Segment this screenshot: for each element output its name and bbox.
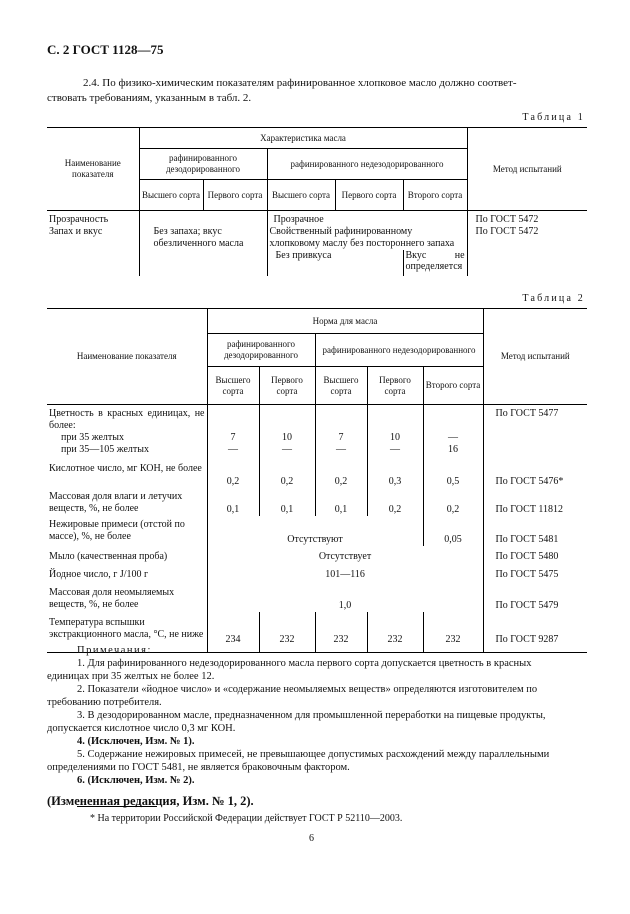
t2-moist-v1: 0,1 <box>207 488 259 516</box>
t1-header-deodorized: рафинированного дезодорированного <box>139 149 267 180</box>
t2-row-flash: Температура вспышки экстракционного масла, °С, не ниже <box>49 617 204 640</box>
t2-color-sub-b: при 35—105 желтых <box>61 444 149 455</box>
t2-flash-method: По ГОСТ 9287 <box>483 612 587 652</box>
footnote-rule <box>77 806 157 807</box>
t2-moist-method: По ГОСТ 11812 <box>483 488 587 516</box>
t2-header-norm: Норма для масла <box>207 309 483 334</box>
t2-acid-v2: 0,2 <box>259 460 315 488</box>
t2-row-color: Цветность в красных единицах, не более: <box>49 408 205 431</box>
t1-smell-sub-1: Без привкуса <box>267 250 403 276</box>
note-2-line-2: требованию потребителя. <box>47 697 162 708</box>
t2-flash-v1: 234 <box>207 612 259 652</box>
notes-block <box>47 644 587 808</box>
table-1-caption: Таблица 1 <box>522 112 585 123</box>
t2-nonfat-method: По ГОСТ 5481 <box>483 516 587 546</box>
note-3-line-2: допускается кислотное число 0,3 мг КОН. <box>47 723 236 734</box>
notes-title: Примечания: <box>77 645 152 656</box>
page-header: С. 2 ГОСТ 1128—75 <box>47 42 164 57</box>
t1-header-method: Метод испытаний <box>467 128 587 211</box>
t2-header-nondeodorized: рафинированного недезодорированного <box>315 334 483 367</box>
t2-unsap-method: По ГОСТ 5479 <box>483 582 587 612</box>
note-6: 6. (Исключен, Изм. № 2). <box>77 775 195 786</box>
t1-grade-second: Второго сорта <box>403 180 467 211</box>
note-5-line-2: определениями по ГОСТ 5481, не является браковочным фактором. <box>47 762 350 773</box>
t2-unsap-value: 1,0 <box>207 582 483 612</box>
t2-grade-second: Второго сорта <box>423 367 483 405</box>
t1-smell-deodorized: Без запаха; вкус обезличенного масла <box>139 226 267 250</box>
t2-acid-v1: 0,2 <box>207 460 259 488</box>
note-3-line-1: 3. В дезодорированном масле, предназначенном для промышленной переработки на пищевые продукты, <box>77 710 546 721</box>
t2-grade-first-2: Первого сорта <box>367 367 423 405</box>
t2-grade-highest-1: Высшего сорта <box>207 367 259 405</box>
t2-header-deodorized: рафинированного дезодорированного <box>207 334 315 367</box>
t2-header-method: Метод испытаний <box>483 309 587 405</box>
t2-grade-first-1: Первого сорта <box>259 367 315 405</box>
t2-color-b-v4: — <box>367 444 423 460</box>
t2-color-method: По ГОСТ 5477 <box>483 405 587 433</box>
t1-header-name: Наименование показателя <box>47 128 139 211</box>
t2-row-unsaponifiable: Массовая доля неомыляемых веществ, %, не более <box>49 587 175 610</box>
t2-iodine-value: 101—116 <box>207 564 483 582</box>
intro-paragraph <box>47 76 587 106</box>
t2-nonfat-value: Отсутствуют <box>207 516 423 546</box>
footnote: * На территории Российской Федерации действует ГОСТ Р 52110—2003. <box>90 813 403 824</box>
t2-moist-v5: 0,2 <box>423 488 483 516</box>
t1-transparency-method: По ГОСТ 5472 <box>467 211 587 227</box>
t2-color-a-v1: 7 <box>207 432 259 444</box>
t2-color-b-v2: — <box>259 444 315 460</box>
t2-acid-v5: 0,5 <box>423 460 483 488</box>
note-5-line-1: 5. Содержание нежировых примесей, не превышающее допустимых расхождений между параллельными <box>77 749 550 760</box>
intro-line-1: 2.4. По физико-химическим показателям рафинированное хлопковое масло должно соответ- <box>83 77 517 89</box>
t2-flash-v2: 232 <box>259 612 315 652</box>
t1-grade-highest-1: Высшего сорта <box>139 180 203 211</box>
t1-grade-first-1: Первого сорта <box>203 180 267 211</box>
t2-grade-highest-2: Высшего сорта <box>315 367 367 405</box>
t2-color-b-v5: 16 <box>423 444 483 460</box>
t2-color-a-v5: — <box>423 432 483 444</box>
t1-grade-first-2: Первого сорта <box>335 180 403 211</box>
t2-color-b-v3: — <box>315 444 367 460</box>
t2-nonfat-value-5: 0,05 <box>423 516 483 546</box>
t1-header-nondeodorized: рафинированного недезодорированного <box>267 149 467 180</box>
t1-transparency-value: Прозрачное <box>267 211 467 227</box>
t1-row-transparency: Прозрачность <box>49 214 109 225</box>
t1-header-characteristic: Характеристика масла <box>139 128 467 149</box>
t1-row-smell-taste: Запах и вкус <box>49 226 103 237</box>
note-1-line-2: единицах при 35 желтых не более 12. <box>47 671 215 682</box>
table-1 <box>47 127 587 276</box>
t2-header-name: Наименование показателя <box>47 309 207 405</box>
table-2-caption: Таблица 2 <box>522 293 585 304</box>
t1-smell-nondeodorized: Свойственный рафинированному хлопковому маслу без постороннего запаха <box>267 226 467 250</box>
t2-acid-method: По ГОСТ 5476* <box>483 460 587 488</box>
t2-moist-v4: 0,2 <box>367 488 423 516</box>
t2-row-nonfat: Нежировые примеси (отстой по массе), %, не более <box>49 519 185 542</box>
t1-smell-method: По ГОСТ 5472 <box>467 226 587 250</box>
t2-soap-method: По ГОСТ 5480 <box>483 546 587 564</box>
page-number: 6 <box>309 833 314 844</box>
t2-soap-value: Отсутствует <box>207 546 483 564</box>
note-4: 4. (Исключен, Изм. № 1). <box>77 736 195 747</box>
t1-grade-highest-2: Высшего сорта <box>267 180 335 211</box>
t2-color-a-v3: 7 <box>315 432 367 444</box>
t2-acid-v3: 0,2 <box>315 460 367 488</box>
t2-flash-v4: 232 <box>367 612 423 652</box>
t2-moist-v2: 0,1 <box>259 488 315 516</box>
t2-acid-v4: 0,3 <box>367 460 423 488</box>
note-2-line-1: 2. Показатели «йодное число» и «содержание неомыляемых веществ» определяются изготовителем по <box>77 684 538 695</box>
t2-row-moisture: Массовая доля влаги и летучих веществ, %, не более <box>49 491 183 514</box>
intro-line-2: ствовать требованиям, указанным в табл. 2. <box>47 92 252 104</box>
t2-color-sub-a: при 35 желтых <box>61 432 124 443</box>
t2-row-soap: Мыло (качественная проба) <box>49 551 168 562</box>
t2-color-a-v4: 10 <box>367 432 423 444</box>
t2-row-acid: Кислотное число, мг КОН, не более <box>49 463 202 474</box>
t2-row-iodine: Йодное число, г J/100 г <box>49 569 149 580</box>
t1-smell-sub-2: Вкус не определяется <box>403 250 467 276</box>
note-1-line-1: 1. Для рафинированного недезодорированного масла первого сорта допускается цветность в красных <box>77 658 532 669</box>
t2-flash-v5: 232 <box>423 612 483 652</box>
t2-color-b-v1: — <box>207 444 259 460</box>
t2-flash-v3: 232 <box>315 612 367 652</box>
t2-iodine-method: По ГОСТ 5475 <box>483 564 587 582</box>
t2-color-a-v2: 10 <box>259 432 315 444</box>
t2-moist-v3: 0,1 <box>315 488 367 516</box>
changed-edition: (Измененная редакция, Изм. № 1, 2). <box>47 794 254 808</box>
table-2 <box>47 308 587 653</box>
